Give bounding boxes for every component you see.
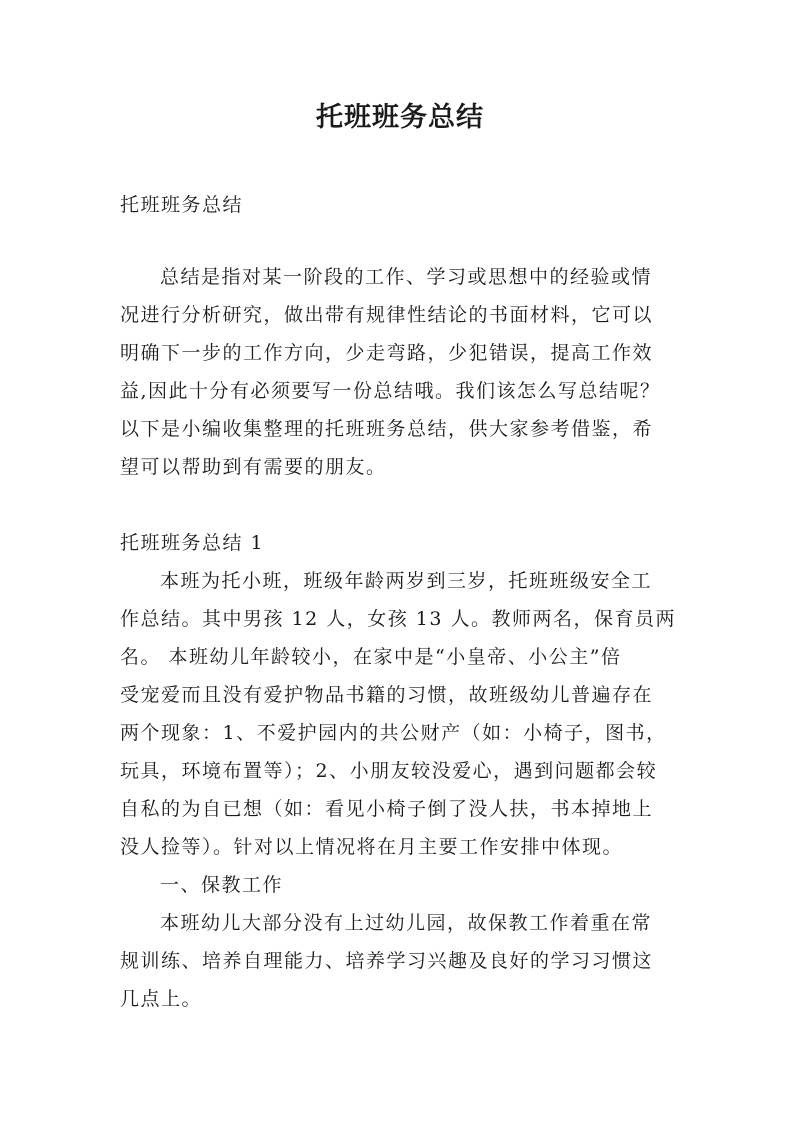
section-line: 作总结。其中男孩 12 人，女孩 13 人。教师两名，保育员两 [120,608,677,630]
section-line: 两个现象：1、不爱护园内的共公财产（如：小椅子，图书， [120,722,667,744]
paragraph-line: 几点上。 [120,988,203,1010]
intro-line: 明确下一步的工作方向，少走弯路，少犯错误，提高工作效 [120,342,654,364]
document-subtitle: 托班班务总结 [120,194,244,216]
intro-line: 益,因此十分有必须要写一份总结哦。我们该怎么写总结呢？ [120,380,661,402]
intro-line: 以下是小编收集整理的托班班务总结，供大家参考借鉴，希 [120,418,654,440]
section-line: 自私的为自已想（如：看见小椅子倒了没人扶，书本掉地上 [120,798,654,820]
section-line: 玩具，环境布置等）；2、小朋友较没爱心，遇到问题都会较 [120,760,658,782]
section-line: 没人捡等）。针对以上情况将在月主要工作安排中体现。 [120,836,624,858]
section-line: 本班为托小班，班级年龄两岁到三岁，托班班级安全工 [160,570,653,592]
section-heading: 托班班务总结 1 [120,532,265,554]
section-line: 名。 本班幼儿年龄较小，在家中是“小皇帝、小公主”倍 [120,646,622,668]
intro-line: 总结是指对某一阶段的工作、学习或思想中的经验或情 [160,266,653,288]
intro-line: 望可以帮助到有需要的朋友。 [120,456,387,478]
subheading: 一、保教工作 [160,874,284,896]
paragraph-line: 规训练、培养自理能力、培养学习兴趣及良好的学习习惯这 [120,950,654,972]
intro-line: 况进行分析研究，做出带有规律性结论的书面材料，它可以 [120,304,654,326]
page-title: 托班班务总结 [316,102,484,133]
paragraph-line: 本班幼儿大部分没有上过幼儿园，故保教工作着重在常 [160,912,653,934]
section-line: 受宠爱而且没有爱护物品书籍的习惯，故班级幼儿普遍存在 [120,684,654,706]
